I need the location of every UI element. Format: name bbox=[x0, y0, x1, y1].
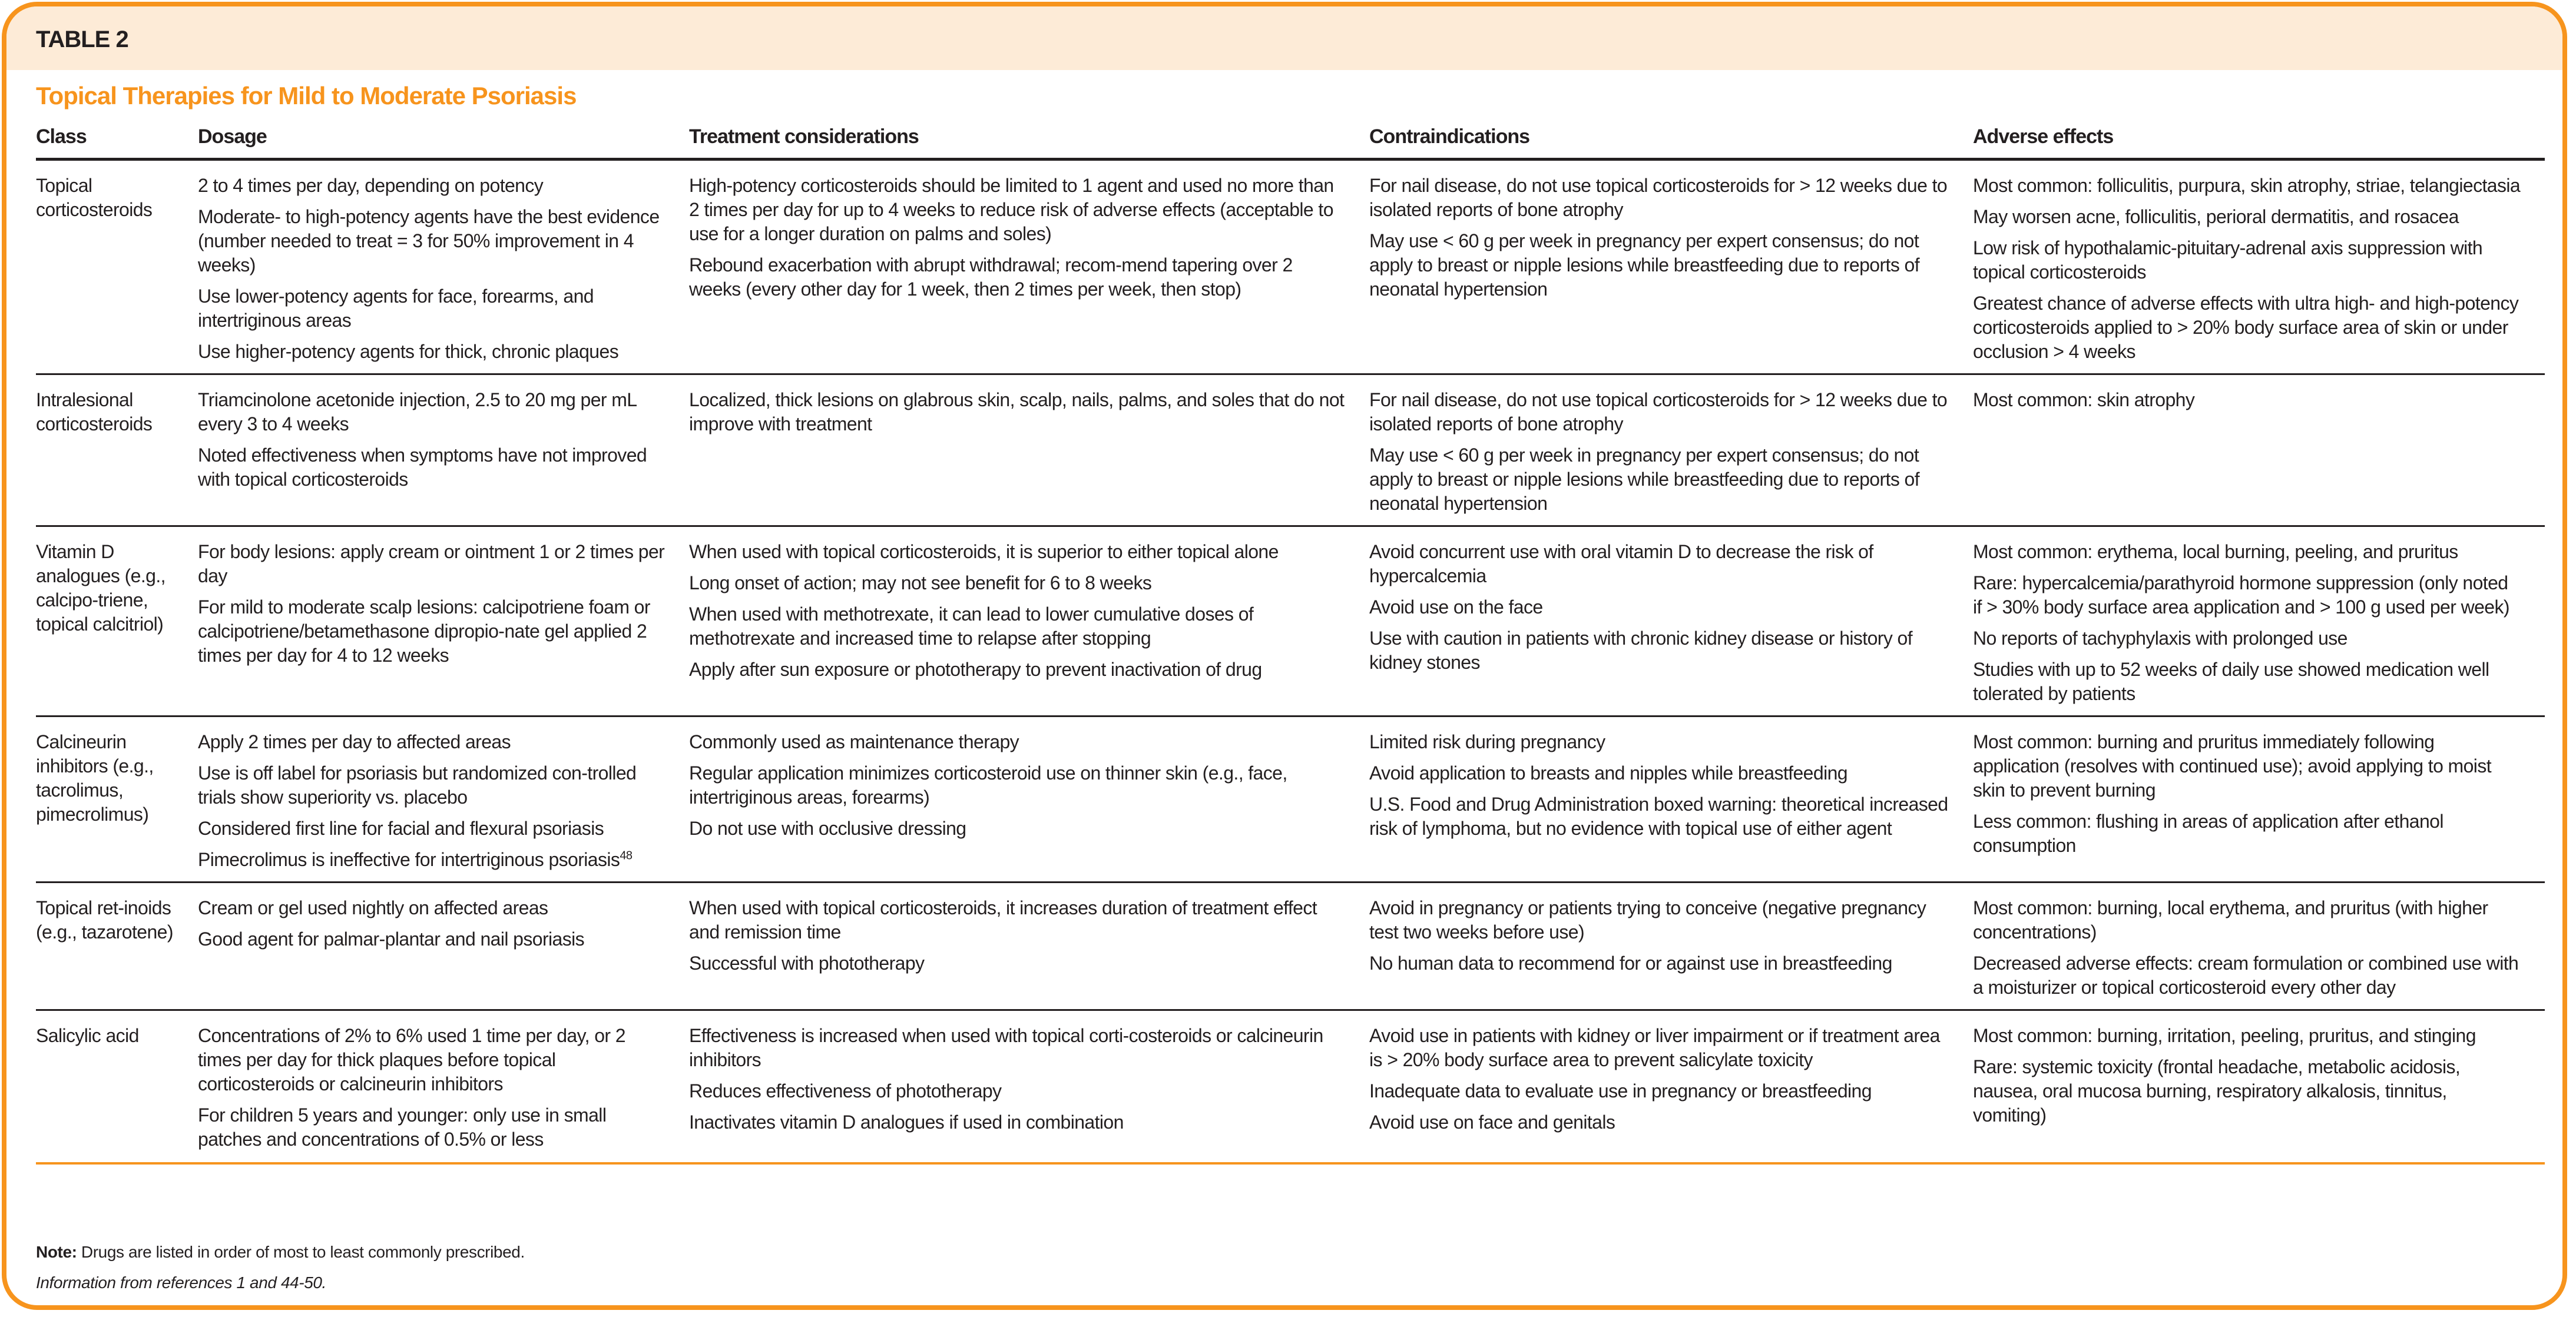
cell-text: Reduces effectiveness of phototherapy bbox=[689, 1080, 1002, 1102]
cell-item bbox=[1973, 540, 2521, 564]
note-label: Note: bbox=[36, 1243, 77, 1261]
class-cell bbox=[36, 374, 198, 526]
cell-text: Use is off label for psoriasis but randomized con-trolled trials show superiority vs. placebo bbox=[198, 762, 637, 808]
cell-item bbox=[1973, 291, 2521, 364]
cell-text: When used with topical corticosteroids, it is superior to either topical alone bbox=[689, 541, 1279, 562]
cell-text: Avoid application to breasts and nipples while breastfeeding bbox=[1369, 762, 1847, 784]
reference-superscript: 48 bbox=[620, 849, 633, 862]
cell-item bbox=[1973, 236, 2521, 284]
cell-text: May use < 60 g per week in pregnancy per expert consensus; do not apply to breast or nipple lesions while breastfeeding due to reports of neonatal hypertension bbox=[1369, 230, 1919, 300]
cell-text: Moderate- to high-potency agents have the best evidence (number needed to treat = 3 for 50% improvement in 4 weeks) bbox=[198, 206, 660, 276]
adverse-effects-cell bbox=[1973, 160, 2545, 374]
cell-item bbox=[689, 571, 1346, 595]
cell-text: No reports of tachyphylaxis with prolonged use bbox=[1973, 628, 2347, 649]
adverse-effects-cell bbox=[1973, 526, 2545, 716]
class-name: Intralesional corticosteroids bbox=[36, 389, 153, 434]
table-row bbox=[36, 160, 2545, 374]
cell-text: Limited risk during pregnancy bbox=[1369, 731, 1605, 752]
cell-item bbox=[198, 540, 665, 588]
cell-text: Long onset of action; may not see benefit for 6 to 8 weeks bbox=[689, 572, 1152, 593]
class-name: Salicylic acid bbox=[36, 1025, 139, 1046]
table-title: Topical Therapies for Mild to Moderate Psoriasis bbox=[36, 82, 577, 110]
cell-item bbox=[1973, 174, 2521, 198]
cell-item bbox=[198, 1103, 665, 1152]
cell-item bbox=[1369, 229, 1949, 301]
cell-text: Inactivates vitamin D analogues if used in combination bbox=[689, 1112, 1124, 1133]
dosage-cell bbox=[198, 883, 689, 1010]
class-name: Vitamin D analogues (e.g., calcipo-triene, topical calcitriol) bbox=[36, 541, 165, 635]
cell-item bbox=[689, 540, 1346, 564]
cell-item bbox=[1973, 730, 2521, 802]
cell-text: Most common: folliculitis, purpura, skin atrophy, striae, telangiectasia bbox=[1973, 175, 2521, 196]
cell-item bbox=[198, 284, 665, 333]
class-cell bbox=[36, 883, 198, 1010]
cell-text: Localized, thick lesions on glabrous skin, scalp, nails, palms, and soles that do not improve with treatment bbox=[689, 389, 1345, 434]
treatment-cell bbox=[689, 160, 1369, 374]
cell-text: Greatest chance of adverse effects with ultra high- and high-potency corticosteroids applied to > 20% body surface area of skin or under occlusion > 4 weeks bbox=[1973, 293, 2519, 362]
note-text: Drugs are listed in order of most to least commonly prescribed. bbox=[77, 1243, 525, 1261]
cell-item bbox=[198, 927, 665, 951]
cell-text: When used with methotrexate, it can lead to lower cumulative doses of methotrexate and increased time to relapse after stopping bbox=[689, 603, 1254, 649]
cell-item bbox=[198, 1024, 665, 1096]
cell-text: For body lesions: apply cream or ointment 1 or 2 times per day bbox=[198, 541, 665, 586]
cell-text: Studies with up to 52 weeks of daily use showed medication well tolerated by patients bbox=[1973, 659, 2489, 704]
cell-text: Triamcinolone acetonide injection, 2.5 to 20 mg per mL every 3 to 4 weeks bbox=[198, 389, 637, 434]
cell-text: For children 5 years and younger: only use in small patches and concentrations of 0.5% or less bbox=[198, 1104, 607, 1150]
cell-item bbox=[1369, 388, 1949, 436]
cell-text: Rare: hypercalcemia/parathyroid hormone suppression (only noted if > 30% body surface area application and > 100 g used per week) bbox=[1973, 572, 2509, 618]
cell-text: Good agent for palmar-plantar and nail psoriasis bbox=[198, 928, 585, 950]
cell-item bbox=[689, 174, 1346, 246]
column-header-dosage: Dosage bbox=[198, 118, 689, 160]
column-header-adverse-effects: Adverse effects bbox=[1973, 118, 2545, 160]
cell-text: U.S. Food and Drug Administration boxed warning: theoretical increased risk of lymphoma, but no evidence with topical use of either agent bbox=[1369, 794, 1948, 839]
cell-text: Inadequate data to evaluate use in pregnancy or breastfeeding bbox=[1369, 1080, 1872, 1102]
cell-item bbox=[689, 602, 1346, 651]
cell-item bbox=[198, 388, 665, 436]
table-label: TABLE 2 bbox=[36, 26, 128, 52]
cell-item bbox=[198, 340, 665, 364]
treatment-cell bbox=[689, 374, 1369, 526]
cell-item bbox=[689, 1024, 1346, 1072]
cell-text: Avoid use on the face bbox=[1369, 596, 1543, 618]
cell-item bbox=[689, 658, 1346, 682]
cell-text: Avoid concurrent use with oral vitamin D to decrease the risk of hypercalcemia bbox=[1369, 541, 1873, 586]
table-row bbox=[36, 883, 2545, 1010]
cell-item bbox=[198, 761, 665, 810]
cell-text: Cream or gel used nightly on affected areas bbox=[198, 897, 548, 918]
source-citation: Information from references 1 and 44-50. bbox=[36, 1273, 326, 1292]
cell-item bbox=[1369, 595, 1949, 619]
cell-item bbox=[1369, 951, 1949, 976]
cell-text: Use lower-potency agents for face, forearms, and intertriginous areas bbox=[198, 286, 594, 331]
table-row bbox=[36, 716, 2545, 883]
cell-item bbox=[1973, 388, 2521, 412]
contraindications-cell bbox=[1369, 374, 1973, 526]
table-card bbox=[2, 2, 2567, 1310]
cell-item bbox=[689, 1079, 1346, 1103]
column-header-class: Class bbox=[36, 118, 198, 160]
table-row bbox=[36, 526, 2545, 716]
cell-item bbox=[198, 848, 665, 872]
cell-item bbox=[198, 595, 665, 668]
cell-text: Rare: systemic toxicity (frontal headache, metabolic acidosis, nausea, oral mucosa burning, respiratory alkalosis, tinnitus, vomiting) bbox=[1973, 1056, 2461, 1126]
class-name: Topical ret-inoids (e.g., tazarotene) bbox=[36, 897, 173, 943]
cell-item bbox=[1973, 571, 2521, 619]
cell-text: Avoid in pregnancy or patients trying to conceive (negative pregnancy test two weeks before use) bbox=[1369, 897, 1926, 943]
cell-item bbox=[689, 817, 1346, 841]
class-cell bbox=[36, 160, 198, 374]
cell-text: Decreased adverse effects: cream formulation or combined use with a moisturizer or topical corticosteroid every other day bbox=[1973, 953, 2519, 998]
table-notes bbox=[36, 1237, 525, 1298]
dosage-cell bbox=[198, 160, 689, 374]
treatment-cell bbox=[689, 1010, 1369, 1164]
cell-item bbox=[689, 1110, 1346, 1134]
cell-item bbox=[1369, 1110, 1949, 1134]
therapies-table bbox=[36, 118, 2545, 1165]
cell-item bbox=[1369, 443, 1949, 516]
cell-item bbox=[689, 730, 1346, 754]
treatment-cell bbox=[689, 883, 1369, 1010]
cell-text: Noted effectiveness when symptoms have not improved with topical corticosteroids bbox=[198, 444, 647, 490]
contraindications-cell bbox=[1369, 160, 1973, 374]
cell-item bbox=[1369, 1024, 1949, 1072]
cell-text: Concentrations of 2% to 6% used 1 time per day, or 2 times per day for thick plaques before topical corticosteroids or calcineurin inhibitors bbox=[198, 1025, 625, 1094]
class-cell bbox=[36, 716, 198, 883]
header-band bbox=[6, 6, 2562, 70]
cell-item bbox=[1369, 626, 1949, 675]
cell-item bbox=[1369, 761, 1949, 785]
table-body bbox=[36, 160, 2545, 1164]
class-cell bbox=[36, 526, 198, 716]
cell-text: Effectiveness is increased when used with topical corti-costeroids or calcineurin inhibitors bbox=[689, 1025, 1323, 1070]
cell-item bbox=[198, 443, 665, 492]
cell-item bbox=[1369, 896, 1949, 944]
cell-item bbox=[689, 761, 1346, 810]
adverse-effects-cell bbox=[1973, 1010, 2545, 1164]
cell-text: Rebound exacerbation with abrupt withdrawal; recom-mend tapering over 2 weeks (every other day for 1 week, then 2 times per week, then stop) bbox=[689, 254, 1293, 300]
adverse-effects-cell bbox=[1973, 883, 2545, 1010]
dosage-cell bbox=[198, 526, 689, 716]
cell-item bbox=[1973, 810, 2521, 858]
table-row bbox=[36, 374, 2545, 526]
treatment-cell bbox=[689, 526, 1369, 716]
adverse-effects-cell bbox=[1973, 716, 2545, 883]
dosage-cell bbox=[198, 374, 689, 526]
cell-item bbox=[1973, 626, 2521, 651]
cell-text: Successful with phototherapy bbox=[689, 953, 925, 974]
cell-item bbox=[1973, 951, 2521, 1000]
cell-item bbox=[1369, 540, 1949, 588]
cell-text: Low risk of hypothalamic-pituitary-adrenal axis suppression with topical corticosteroids bbox=[1973, 237, 2483, 283]
cell-item bbox=[1369, 1079, 1949, 1103]
dosage-cell bbox=[198, 716, 689, 883]
cell-text: Considered first line for facial and flexural psoriasis bbox=[198, 818, 604, 839]
cell-text: May worsen acne, folliculitis, perioral dermatitis, and rosacea bbox=[1973, 206, 2459, 227]
cell-text: Most common: burning and pruritus immediately following application (resolves with continued use); avoid applying to moist skin to prevent burning bbox=[1973, 731, 2492, 801]
contraindications-cell bbox=[1369, 883, 1973, 1010]
cell-text: For mild to moderate scalp lesions: calcipotriene foam or calcipotriene/betamethasone dipropio-nate gel applied 2 times per day for 4 to 12 weeks bbox=[198, 596, 650, 666]
cell-item bbox=[1973, 1055, 2521, 1127]
cell-item bbox=[1369, 730, 1949, 754]
cell-item bbox=[1973, 1024, 2521, 1048]
cell-item bbox=[198, 896, 665, 920]
cell-text: For nail disease, do not use topical corticosteroids for > 12 weeks due to isolated reports of bone atrophy bbox=[1369, 389, 1948, 434]
cell-text: Most common: skin atrophy bbox=[1973, 389, 2195, 410]
class-name: Topical corticosteroids bbox=[36, 175, 153, 220]
cell-item bbox=[689, 896, 1346, 944]
class-cell bbox=[36, 1010, 198, 1164]
cell-text: Avoid use in patients with kidney or liver impairment or if treatment area is > 20% body surface area to prevent salicylate toxicity bbox=[1369, 1025, 1940, 1070]
contraindications-cell bbox=[1369, 716, 1973, 883]
cell-text: Apply after sun exposure or phototherapy to prevent inactivation of drug bbox=[689, 659, 1262, 680]
cell-text: Use higher-potency agents for thick, chronic plaques bbox=[198, 341, 619, 362]
cell-text: Use with caution in patients with chronic kidney disease or history of kidney stones bbox=[1369, 628, 1913, 673]
cell-item bbox=[1973, 205, 2521, 229]
class-name: Calcineurin inhibitors (e.g., tacrolimus, pimecrolimus) bbox=[36, 731, 154, 825]
cell-text: Most common: burning, local erythema, and pruritus (with higher concentrations) bbox=[1973, 897, 2488, 943]
cell-text: No human data to recommend for or against use in breastfeeding bbox=[1369, 953, 1892, 974]
cell-text: Apply 2 times per day to affected areas bbox=[198, 731, 511, 752]
column-header-treatment: Treatment considerations bbox=[689, 118, 1369, 160]
cell-text: Less common: flushing in areas of application after ethanol consumption bbox=[1973, 811, 2443, 856]
note-line bbox=[36, 1237, 525, 1268]
cell-text: Most common: erythema, local burning, peeling, and pruritus bbox=[1973, 541, 2458, 562]
cell-item bbox=[198, 817, 665, 841]
cell-text: May use < 60 g per week in pregnancy per expert consensus; do not apply to breast or nipple lesions while breastfeeding due to reports of neonatal hypertension bbox=[1369, 444, 1919, 514]
column-header-contraindications: Contraindications bbox=[1369, 118, 1973, 160]
contraindications-cell bbox=[1369, 1010, 1973, 1164]
cell-text: Most common: burning, irritation, peeling, pruritus, and stinging bbox=[1973, 1025, 2476, 1046]
adverse-effects-cell bbox=[1973, 374, 2545, 526]
cell-text: Do not use with occlusive dressing bbox=[689, 818, 966, 839]
cell-text: Pimecrolimus is ineffective for intertriginous psoriasis bbox=[198, 849, 620, 870]
cell-item bbox=[689, 253, 1346, 301]
cell-item bbox=[689, 388, 1346, 436]
cell-text: When used with topical corticosteroids, it increases duration of treatment effect and remission time bbox=[689, 897, 1317, 943]
cell-item bbox=[198, 730, 665, 754]
treatment-cell bbox=[689, 716, 1369, 883]
cell-item bbox=[1369, 174, 1949, 222]
cell-text: Avoid use on face and genitals bbox=[1369, 1112, 1615, 1133]
dosage-cell bbox=[198, 1010, 689, 1164]
cell-text: Commonly used as maintenance therapy bbox=[689, 731, 1019, 752]
table-row bbox=[36, 1010, 2545, 1164]
cell-text: For nail disease, do not use topical corticosteroids for > 12 weeks due to isolated reports of bone atrophy bbox=[1369, 175, 1948, 220]
cell-item bbox=[1973, 658, 2521, 706]
cell-item bbox=[198, 174, 665, 198]
contraindications-cell bbox=[1369, 526, 1973, 716]
cell-item bbox=[1973, 896, 2521, 944]
cell-text: Regular application minimizes corticosteroid use on thinner skin (e.g., face, intertriginous areas, forearms) bbox=[689, 762, 1287, 808]
cell-item bbox=[1369, 792, 1949, 841]
cell-item bbox=[198, 205, 665, 277]
cell-text: 2 to 4 times per day, depending on potency bbox=[198, 175, 544, 196]
cell-item bbox=[689, 951, 1346, 976]
header-row bbox=[36, 118, 2545, 160]
cell-text: High-potency corticosteroids should be limited to 1 agent and used no more than 2 times per day for up to 4 weeks to reduce risk of adverse effects (acceptable to use for a longer duration on palms and soles) bbox=[689, 175, 1334, 244]
